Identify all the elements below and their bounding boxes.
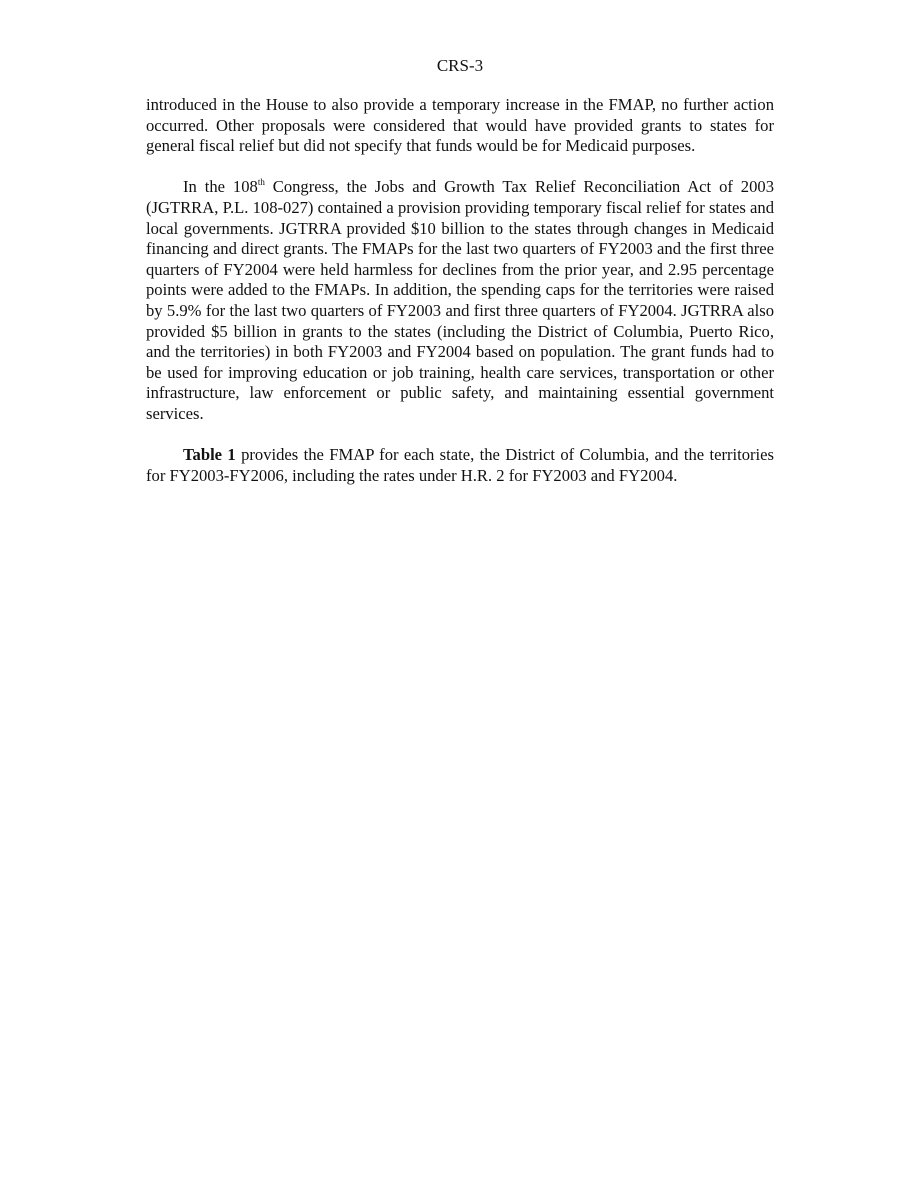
table-reference-bold: Table 1 [183,445,236,465]
paragraph-text: introduced in the House to also provide a temporary increase in the FMAP, no further action occurred. Other proposals were considered that would have provided grants to states for general fiscal relief but did not specify that funds would be for Medicaid purposes. [146,95,774,156]
paragraph-continuation [146,95,774,157]
paragraph-jgtrra [146,177,774,424]
paragraph-text-rest: Congress, the Jobs and Growth Tax Relief Reconciliation Act of 2003 (JGTRRA, P.L. 108-027) contained a provision providing temporary fiscal relief for states and local governments. JGTRRA provided $10 billion to the states through changes in Medicaid financing and direct grants. The FMAPs for the last two quarters of FY2003 and the first three quarters of FY2004 were held harmless for declines from the prior year, and 2.95 percentage points were added to the FMAPs. In addition, the spending caps for the territories were raised by 5.9% for the last two quarters of FY2003 and first three quarters of FY2004. JGTRRA also provided $5 billion in grants to the states (including the District of Columbia, Puerto Rico, and the territories) in both FY2003 and FY2004 based on population. The grant funds had to be used for improving education or job training, health care services, transportation or other infrastructure, law enforcement or public safety, and maintaining essential government services. [146,177,774,423]
paragraph-table-reference [146,445,774,486]
paragraph-text-intro: In the 108 [183,177,258,197]
ordinal-superscript: th [257,177,265,188]
page-number-header: CRS-3 [436,56,484,75]
paragraph-text-rest: provides the FMAP for each state, the District of Columbia, and the territories for FY2003-FY2006, including the rates under H.R. 2 for FY2003 and FY2004. [146,445,774,485]
body-text [146,95,774,486]
